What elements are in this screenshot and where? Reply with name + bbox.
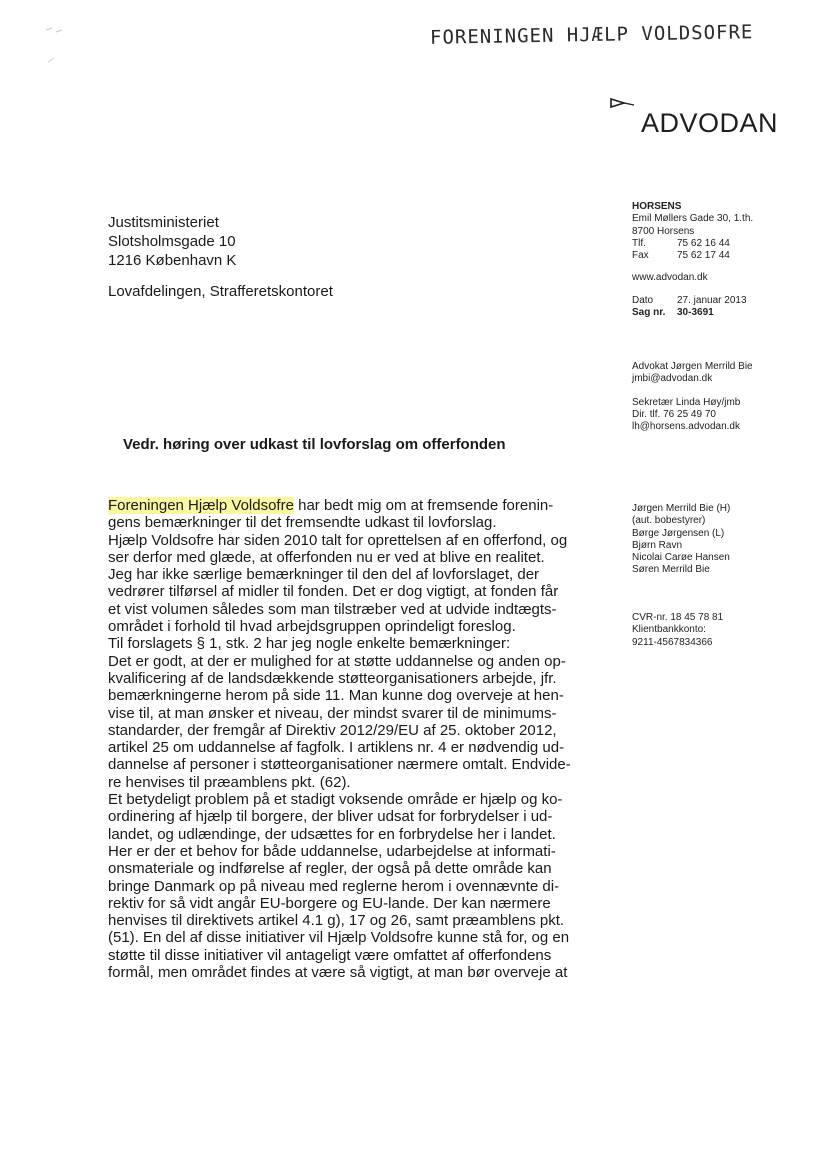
body-line	[108, 497, 608, 514]
lawyer-email: jmbi@advodan.dk	[632, 373, 713, 385]
body-line: området i forhold til hvad arbejdsgruppen oprindeligt foreslog.	[108, 618, 516, 636]
body-line: re henvises til præamblens pkt. (62).	[108, 773, 351, 791]
body-line: gens bemærkninger til det fremsendte udkast til lovforslag.	[108, 514, 497, 532]
partner-item: Jørgen Merrild Bie (H)	[632, 503, 731, 514]
company-logo: ADVODAN	[641, 108, 779, 138]
body-lines	[108, 514, 608, 981]
body-line: Hjælp Voldsofre har siden 2010 talt for oprettelsen af en offerfond, og	[108, 531, 568, 549]
fax-label: Fax	[632, 250, 649, 262]
phone-label: Tlf.	[632, 237, 646, 249]
scan-mark-icon	[40, 22, 70, 72]
first-line-rest: har bedt mig om at fremsende forenin-	[293, 497, 554, 514]
office-address: Emil Møllers Gade 30, 1.th.	[632, 213, 754, 225]
body-line: formål, men området findes at være så vigtigt, at man bør overveje at	[108, 964, 568, 982]
handwritten-note: FORENINGEN HJÆLP VOLDSOFRE	[429, 21, 754, 49]
body-line: Jeg har ikke særlige bemærkninger til den del af lovforslaget, der	[108, 566, 540, 584]
secretary-phone: Dir. tlf. 76 25 49 70	[632, 408, 716, 420]
body-line: onsmateriale og indførelse af regler, der også på dette område kan	[108, 860, 552, 878]
case-label: Sag nr.	[632, 307, 666, 319]
body-line: dannelse af personer i støtteorganisationer nærmere omtalt. Endvide-	[108, 756, 571, 774]
body-line: Det er godt, at der er mulighed for at støtte uddannelse og anden op-	[108, 652, 566, 670]
body-line: artikel 25 om uddannelse af fagfolk. I artiklens nr. 4 er nødvendig ud-	[108, 739, 565, 757]
highlighted-organisation: Foreningen Hjælp Voldsofre	[108, 497, 294, 514]
partner-item: (aut. bobestyrer)	[632, 515, 706, 527]
case-row	[632, 307, 753, 319]
partner-item: Nicolai Carøe Hansen	[632, 552, 730, 564]
secretary-name: Sekretær Linda Høy/jmb	[632, 396, 741, 408]
letter-body	[108, 497, 608, 981]
office-city: HORSENS	[632, 201, 682, 212]
partner-item: Bjørn Ravn	[632, 539, 683, 551]
date-value: 27. januar 2013	[677, 294, 747, 306]
body-line: (51). En del af disse initiativer vil Hjælp Voldsofre kunne stå for, og en	[108, 929, 570, 947]
client-account-label: Klientbankkonto:	[632, 624, 706, 636]
recipient-department: Lovafdelingen, Strafferetskontoret	[108, 283, 333, 300]
secretary-email: lh@horsens.advodan.dk	[632, 421, 740, 433]
recipient-postal: 1216 København K	[108, 252, 237, 269]
cvr-number: CVR-nr. 18 45 78 81	[632, 612, 724, 623]
office-info	[632, 201, 753, 319]
phone-value: 75 62 16 44	[677, 237, 730, 249]
body-line: vise til, at man ønsker et niveau, der mindst svarer til de minimums-	[108, 704, 557, 722]
body-line: rektiv for så vidt angår EU-borgere og EU-lande. Der kan nærmere	[108, 894, 551, 912]
body-line: støtte til disse initiativer vil antageligt være omfattet af offerfondens	[108, 946, 552, 964]
date-row	[632, 295, 753, 307]
recipient-address	[108, 213, 236, 270]
body-line: Et betydeligt problem på et stadigt voksende område er hjælp og ko-	[108, 791, 563, 809]
lawyer-name: Advokat Jørgen Merrild Bie	[632, 361, 753, 372]
body-line: ordinering af hjælp til borgere, der bliver udsat for forbrydelser i ud-	[108, 808, 553, 826]
office-website: www.advodan.dk	[632, 272, 708, 284]
body-line: henvises til direktivets artikel 4.1 g), 17 og 26, samt præamblens pkt.	[108, 912, 565, 930]
recipient-name: Justitsministeriet	[108, 214, 219, 231]
case-value: 30-3691	[677, 307, 714, 319]
office-phone-row	[632, 238, 753, 250]
date-label: Dato	[632, 294, 654, 306]
body-line: landet, og udlændinge, der udsættes for en forbrydelse her i landet.	[108, 825, 556, 843]
recipient-street: Slotsholmsgade 10	[108, 233, 236, 250]
body-line: et vist volumen således som man tilstræber ved at udvide indtægts-	[108, 600, 557, 618]
partner-list	[632, 503, 730, 577]
letter-subject: Vedr. høring over udkast til lovforslag om offerfonden	[123, 436, 506, 453]
body-line: vedrører tilførsel af midler til fonden. Det er dog vigtigt, at fonden får	[108, 583, 559, 601]
body-line: Her er der et behov for både uddannelse, udarbejdelse at informati-	[108, 842, 556, 860]
client-account-number: 9211-4567834366	[632, 636, 713, 648]
fax-value: 75 62 17 44	[677, 250, 730, 262]
contact-info	[632, 361, 753, 433]
body-line: Til forslagets § 1, stk. 2 har jeg nogle enkelte bemærkninger:	[108, 635, 511, 653]
partner-item: Søren Merrild Bie	[632, 564, 710, 576]
body-line: bringe Danmark op på niveau med reglerne herom i ovennævnte di-	[108, 877, 560, 895]
body-line: ser derfor med glæde, at offerfonden nu er ved at blive en realitet.	[108, 548, 545, 566]
partner-item: Børge Jørgensen (L)	[632, 527, 725, 539]
logo-arrow-icon	[610, 96, 636, 110]
office-postal: 8700 Horsens	[632, 225, 695, 237]
body-line: bemærkningerne herom på side 11. Man kunne dog overveje at hen-	[108, 687, 564, 705]
office-fax-row	[632, 250, 753, 262]
body-line: kvalificering af de landsdækkende støtteorganisationers arbejde, jfr.	[108, 669, 557, 687]
body-line: standarder, der fremgår af Direktiv 2012/29/EU af 25. oktober 2012,	[108, 721, 557, 739]
registration-info	[632, 612, 723, 649]
